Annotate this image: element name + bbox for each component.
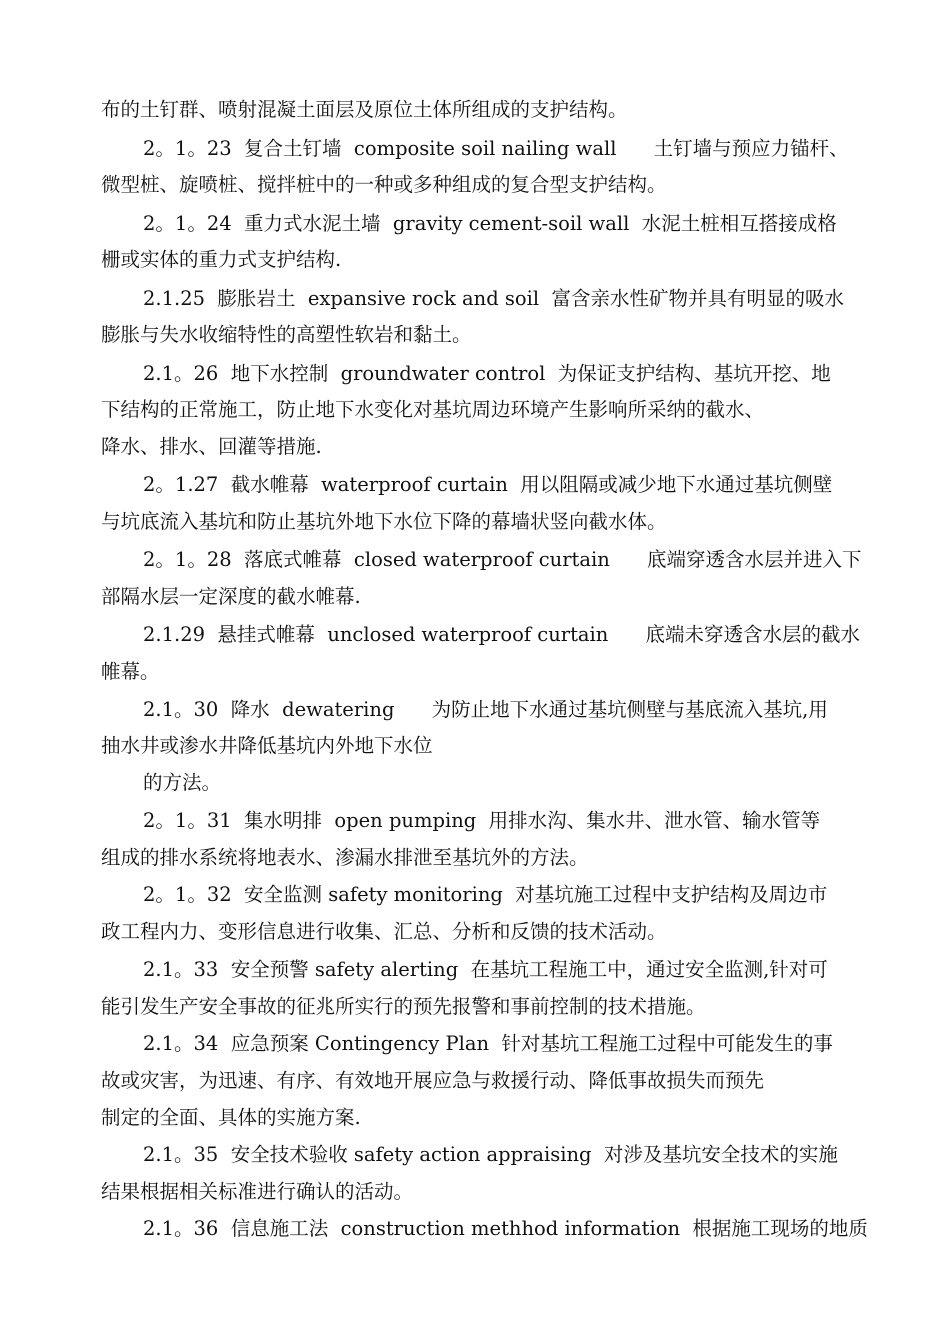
text-line: 膨胀与失水收缩特性的高塑性软岩和黏土。 bbox=[101, 323, 472, 346]
term-2-1-29: 2.1.29 悬挂式帷幕 unclosed waterproof curtain 底端未穿透含水层的截水 bbox=[143, 623, 861, 646]
text-line: 栅或实体的重力式支护结构. bbox=[101, 248, 342, 271]
term-2-1-35: 2.1。35 安全技术验收 safety action appraising 对涉及基坑安全技术的实施 bbox=[143, 1143, 838, 1166]
text-line: 帷幕。 bbox=[101, 660, 160, 683]
text-line: 政工程内力、变形信息进行收集、汇总、分析和反馈的技术活动。 bbox=[101, 920, 667, 943]
text-line: 微型桩、旋喷桩、搅拌桩中的一种或多种组成的复合型支护结构。 bbox=[101, 173, 667, 196]
term-2-1-31: 2。1。31 集水明排 open pumping 用排水沟、集水井、泄水管、输水管等 bbox=[143, 809, 821, 832]
text-line: 能引发生产安全事故的征兆所实行的预先报警和事前控制的技术措施。 bbox=[101, 995, 706, 1018]
term-2-1-33: 2.1。33 安全预警 safety alerting 在基坑工程施工中，通过安全监测,针对可 bbox=[143, 958, 828, 981]
text-line: 故或灾害，为迅速、有序、有效地开展应急与救援行动、降低事故损失而预先 bbox=[101, 1069, 765, 1092]
term-2-1-32: 2。1。32 安全监测 safety monitoring 对基坑施工过程中支护结构及周边市 bbox=[143, 883, 828, 906]
term-2-1-34: 2.1。34 应急预案 Contingency Plan 针对基坑工程施工过程中可能发生的事 bbox=[143, 1032, 833, 1055]
text-line: 下结构的正常施工，防止地下水变化对基坑周边环境产生影响所采纳的截水、 bbox=[101, 398, 765, 421]
term-2-1-25: 2.1.25 膨胀岩土 expansive rock and soil 富含亲水性矿物并具有明显的吸水 bbox=[143, 287, 845, 310]
term-2-1-30: 2.1。30 降水 dewatering 为防止地下水通过基坑侧壁与基底流入基坑,用 bbox=[143, 698, 828, 721]
text-line: 降水、排水、回灌等措施. bbox=[101, 435, 322, 458]
term-2-1-36: 2.1。36 信息施工法 construction methhod information 根据施工现场的地质 bbox=[143, 1217, 868, 1240]
text-line: 结果根据相关标准进行确认的活动。 bbox=[101, 1180, 414, 1203]
text-line: 部隔水层一定深度的截水帷幕. bbox=[101, 585, 361, 608]
text-line: 与坑底流入基坑和防止基坑外地下水位下降的幕墙状竖向截水体。 bbox=[101, 510, 667, 533]
term-2-1-24: 2。1。24 重力式水泥土墙 gravity cement-soil wall 水泥土桩相互搭接成格 bbox=[143, 212, 837, 235]
term-2-1-28: 2。1。28 落底式帷幕 closed waterproof curtain 底端穿透含水层并进入下 bbox=[143, 548, 862, 571]
text-line: 的方法。 bbox=[143, 771, 222, 794]
text-line: 组成的排水系统将地表水、渗漏水排泄至基坑外的方法。 bbox=[101, 846, 589, 869]
term-2-1-23: 2。1。23 复合土钉墙 composite soil nailing wall 土钉墙与预应力锚杆、 bbox=[143, 137, 849, 160]
text-line: 布的土钉群、喷射混凝土面层及原位土体所组成的支护结构。 bbox=[101, 98, 628, 121]
term-2-1-27: 2。1.27 截水帷幕 waterproof curtain 用以阻隔或减少地下水通过基坑侧壁 bbox=[143, 473, 833, 496]
text-line: 抽水井或渗水井降低基坑内外地下水位 bbox=[101, 734, 433, 757]
term-2-1-26: 2.1。26 地下水控制 groundwater control 为保证支护结构、基坑开挖、地 bbox=[143, 362, 831, 385]
text-line: 制定的全面、具体的实施方案. bbox=[101, 1106, 361, 1129]
